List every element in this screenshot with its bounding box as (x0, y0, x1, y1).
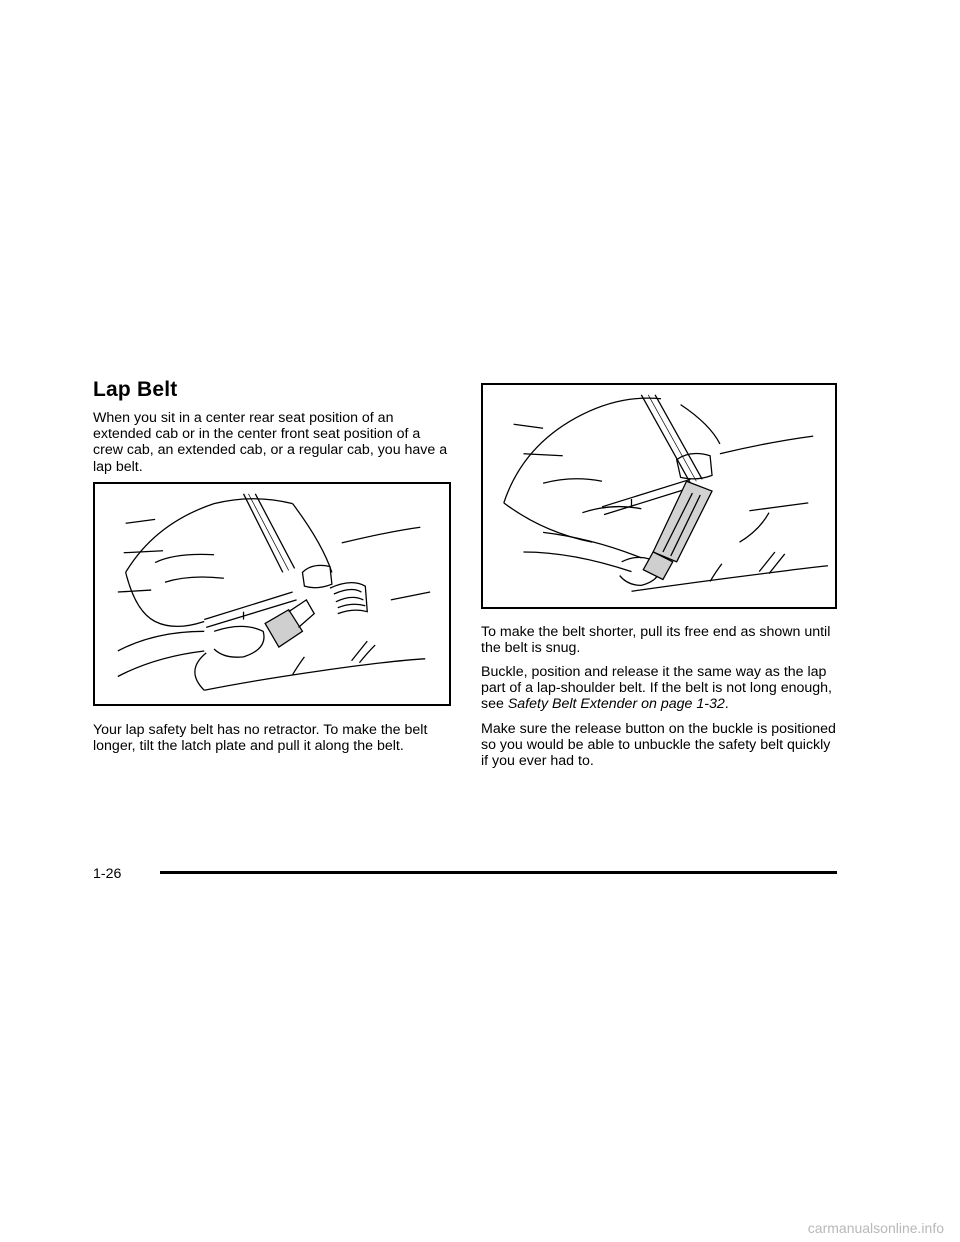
lengthen-belt-illustration (93, 482, 451, 706)
shorten-belt-drawing (483, 385, 835, 607)
intro-paragraph: When you sit in a center rear seat position of an extended cab or in the center front seat position of a crew cab, an extended cab, or a regular cab, you have a lap belt. (93, 410, 448, 475)
buckle-text-end: . (724, 696, 729, 713)
section-title: Lap Belt (93, 378, 178, 401)
shorten-belt-illustration (481, 383, 837, 609)
lengthen-belt-drawing (95, 484, 449, 704)
buckle-paragraph (481, 664, 837, 713)
lengthen-belt-paragraph: Your lap safety belt has no retractor. To make the belt longer, tilt the latch plate and pull it along the belt. (93, 722, 428, 755)
extender-reference-link[interactable]: Safety Belt Extender on page 1-32 (507, 696, 725, 713)
buckle-text: Buckle, position and release it the same way as the lap part of a lap-shoulder belt. If the belt is not long enough, see (481, 664, 832, 713)
page-number: 1-26 (93, 866, 122, 882)
watermark: carmanualsonline.info (807, 1220, 944, 1236)
footer-rule (160, 871, 837, 874)
release-button-paragraph: Make sure the release button on the buckle is positioned so you would be able to unbuckle the safety belt quickly if you ever had to. (481, 721, 836, 770)
shorten-belt-paragraph: To make the belt shorter, pull its free end as shown until the belt is snug. (481, 624, 831, 657)
